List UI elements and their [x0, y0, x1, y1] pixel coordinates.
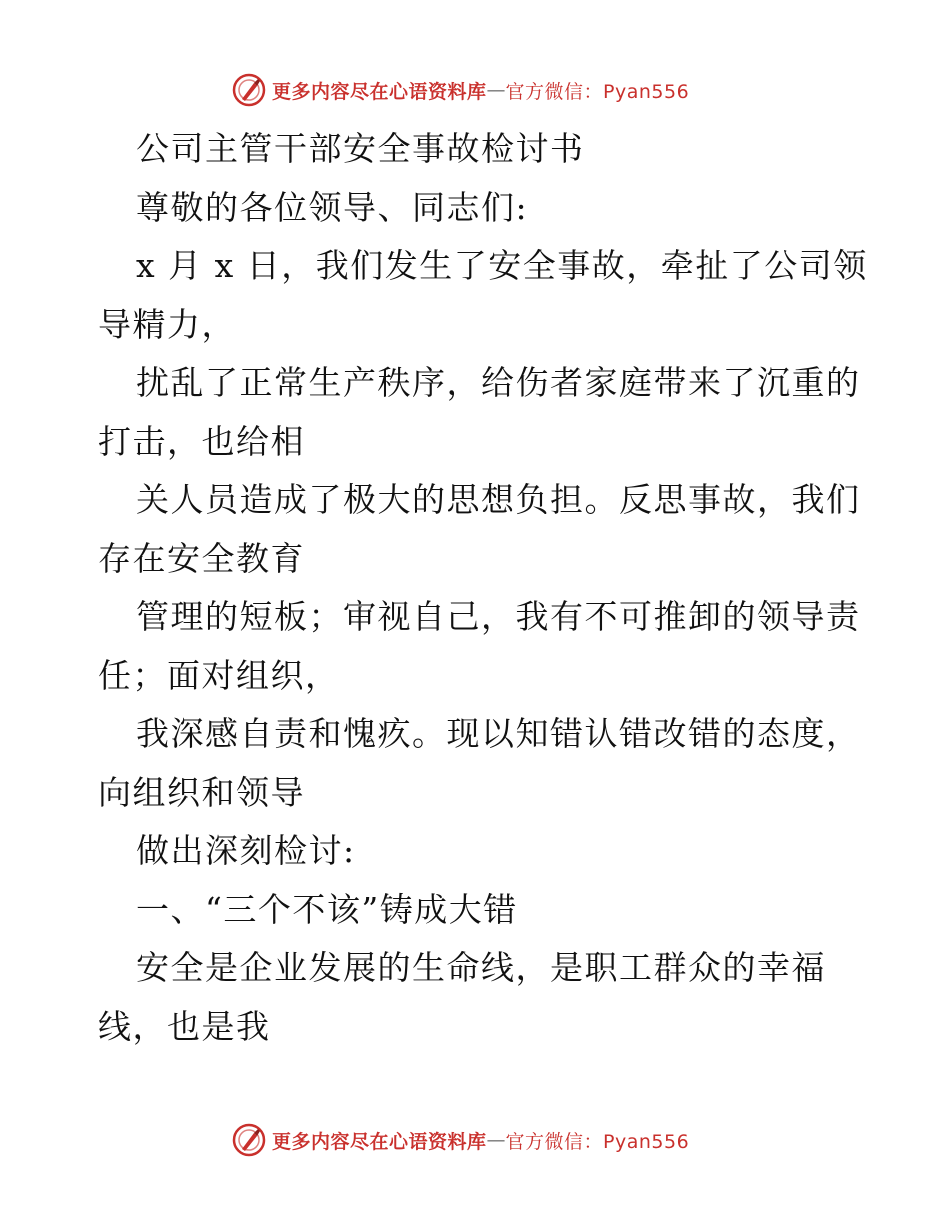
- document-line: 导精力，: [98, 304, 236, 344]
- watermark-text: 更多内容尽在心语资料库: [272, 80, 487, 103]
- document-line: 一、“三个不该”铸成大错: [136, 889, 518, 929]
- document-line: 安全是企业发展的生命线，是职工群众的幸福: [136, 948, 826, 987]
- document-line: 任；面对组织，: [98, 655, 340, 695]
- document-line: 管理的短板；审视自己，我有不可推卸的领导责: [136, 597, 861, 636]
- document-title: 公司主管干部安全事故检讨书: [136, 129, 585, 168]
- document-line: 存在安全教育: [98, 538, 305, 578]
- document-line: 扰乱了正常生产秩序，给伤者家庭带来了沉重的: [136, 363, 861, 402]
- pen-nib-logo-icon: [232, 1123, 266, 1157]
- watermark-text: 更多内容尽在心语资料库: [272, 1130, 487, 1153]
- watermark-contact: 官方微信：Pyan556: [505, 1130, 690, 1153]
- document-line: 做出深刻检讨:: [136, 831, 356, 870]
- document-line: 尊敬的各位领导、同志们:: [136, 187, 529, 227]
- watermark-separator: —: [486, 1129, 506, 1151]
- document-line: 我深感自责和愧疚。现以知错认错改错的态度，: [136, 714, 861, 753]
- document-line: 关人员造成了极大的思想负担。反思事故，我们: [136, 480, 861, 519]
- watermark-separator: —: [486, 79, 506, 101]
- watermark-contact: 官方微信：Pyan556: [505, 80, 690, 103]
- document-line: x 月 x 日，我们发生了安全事故，牵扯了公司领: [136, 246, 868, 285]
- document-body: [98, 120, 868, 1056]
- document-line: 向组织和领导: [98, 772, 305, 812]
- document-line: 打击，也给相: [98, 421, 305, 461]
- pen-nib-logo-icon: [232, 73, 266, 107]
- document-line: 线，也是我: [98, 1006, 271, 1046]
- header-watermark: [232, 72, 689, 108]
- footer-watermark: [232, 1122, 689, 1158]
